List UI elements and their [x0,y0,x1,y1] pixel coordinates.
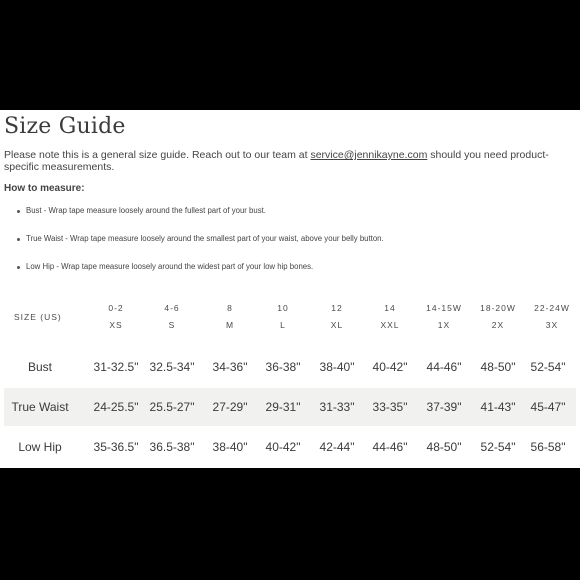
size-letter: XXL [380,320,400,330]
table-cell: 38-40" [319,360,355,374]
table-cell: 48-50" [426,440,462,454]
measurement-label: Bust [27,360,52,374]
table-cell: 56-58" [530,440,566,454]
table-cell: 35-36.5" [93,440,139,454]
table-cell: 40-42" [265,440,301,454]
column-header [142,300,202,333]
size-letter: 1X [437,320,451,330]
table-cell: 37-39" [426,400,462,414]
size-guide-note [4,149,576,173]
size-number: 12 [331,303,343,313]
list-item: Low Hip - Wrap tape measure loosely around the widest part of your low hip bones. [26,262,314,271]
table-cell: 41-43" [480,400,516,414]
table-cell: 38-40" [212,440,248,454]
how-to-measure-heading: How to measure: [4,183,85,194]
list-item: True Waist - Wrap tape measure loosely around the smallest part of your waist, above your belly button. [26,234,384,243]
size-guide-panel [0,110,580,468]
column-header [360,300,420,333]
column-header [253,300,313,333]
column-header [307,300,367,333]
size-number: 18-20W [480,303,516,313]
table-cell: 45-47" [530,400,566,414]
table-cell: 34-36" [212,360,248,374]
table-cell: 44-46" [426,360,462,374]
note-text-before: Please note this is a general size guide. Reach out to our team at [4,149,311,161]
table-cell: 32.5-34" [149,360,195,374]
table-cell: 33-35" [372,400,408,414]
table-cell: 31-33" [319,400,355,414]
size-letter: XL [330,320,344,330]
measurement-label: True Waist [11,400,69,414]
table-cell: 24-25.5" [93,400,139,414]
column-header [414,300,474,333]
table-row [4,388,576,426]
column-header [200,300,260,333]
size-letter: XS [109,320,123,330]
table-cell: 25.5-27" [149,400,195,414]
table-cell: 27-29" [212,400,248,414]
size-letter: L [280,320,286,330]
size-us-header: SIZE (US) [14,312,62,322]
size-number: 4-6 [164,303,180,313]
table-cell: 42-44" [319,440,355,454]
table-cell: 48-50" [480,360,516,374]
table-cell: 31-32.5" [93,360,139,374]
support-email-link[interactable]: service@jennikayne.com [310,149,428,161]
measurement-label: Low Hip [18,440,62,454]
table-cell: 36.5-38" [149,440,195,454]
size-number: 8 [227,303,233,313]
table-row [4,348,576,386]
table-cell: 44-46" [372,440,408,454]
size-letter: M [225,320,235,330]
size-letter: S [168,320,176,330]
size-number: 14 [384,303,396,313]
column-header [86,300,146,333]
table-cell: 29-31" [265,400,301,414]
size-number: 22-24W [534,303,570,313]
size-number: 10 [277,303,289,313]
table-cell: 36-38" [265,360,301,374]
size-letter: 2X [491,320,505,330]
table-row [4,428,576,466]
size-number: 14-15W [426,303,462,313]
column-header [522,300,580,333]
size-number: 0-2 [108,303,124,313]
table-cell: 40-42" [372,360,408,374]
list-item: Bust - Wrap tape measure loosely around the fullest part of your bust. [26,206,266,215]
page-title: Size Guide [4,114,126,139]
table-cell: 52-54" [530,360,566,374]
column-header [468,300,528,333]
table-cell: 52-54" [480,440,516,454]
size-letter: 3X [545,320,559,330]
note-text-after: should you need product-specific measurements. [4,149,549,173]
